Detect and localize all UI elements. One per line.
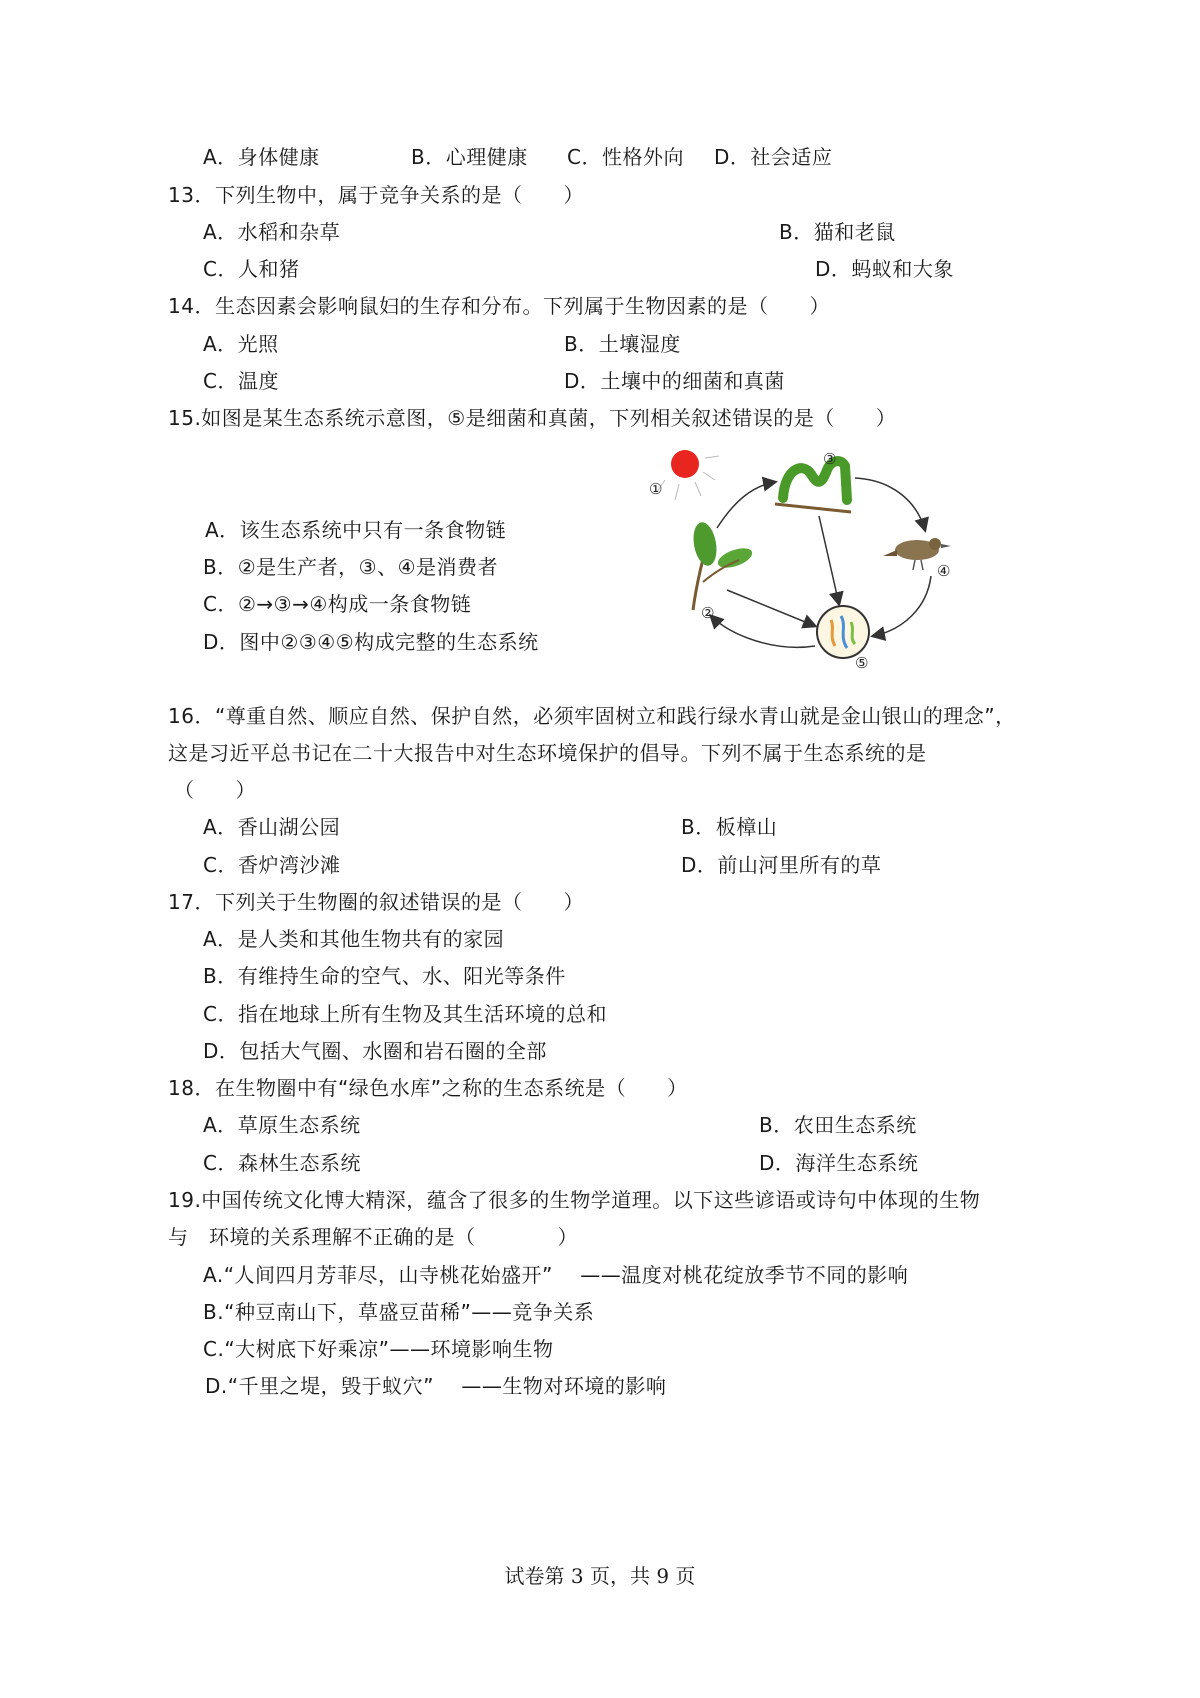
- q18-option-b: B．农田生态系统: [759, 1113, 917, 1137]
- q17-stem: 17．下列关于生物圈的叙述错误的是（ ）: [168, 890, 584, 914]
- q16-option-d: D．前山河里所有的草: [681, 853, 882, 877]
- q13-option-a: A．水稻和杂草: [203, 220, 341, 244]
- figure-label-4: ④: [937, 562, 951, 580]
- q17-option-d: D．包括大气圈、水圈和岩石圈的全部: [203, 1039, 547, 1063]
- decomposer-icon: [817, 606, 869, 658]
- page-footer: 试卷第 3 页，共 9 页: [504, 1564, 696, 1588]
- figure-label-1: ①: [649, 480, 663, 498]
- sun-icon: [657, 450, 719, 500]
- q12-option-d: D．社会适应: [714, 145, 833, 169]
- figure-label-3: ③: [823, 450, 837, 468]
- q19-stem-line1: 19.中国传统文化博大精深，蕴含了很多的生物学道理。以下这些谚语或诗句中体现的生物: [168, 1188, 981, 1212]
- q15-stem: 15.如图是某生态系统示意图，⑤是细菌和真菌，下列相关叙述错误的是（ ）: [168, 406, 897, 430]
- figure-label-2: ②: [701, 604, 715, 622]
- q17-option-c: C．指在地球上所有生物及其生活环境的总和: [203, 1002, 607, 1026]
- q16-option-b: B．板樟山: [681, 815, 778, 839]
- q16-option-c: C．香炉湾沙滩: [203, 853, 341, 877]
- q16-stem-line1: 16．“尊重自然、顺应自然、保护自然，必须牢固树立和践行绿水青山就是金山银山的理念”，: [168, 704, 1016, 728]
- q17-option-b: B．有维持生命的空气、水、阳光等条件: [203, 964, 566, 988]
- q14-stem: 14．生态因素会影响鼠妇的生存和分布。下列属于生物因素的是（ ）: [168, 294, 830, 318]
- arrow-bird-to-decomposer: [873, 576, 931, 636]
- q16-option-a: A．香山湖公园: [203, 815, 341, 839]
- q19-option-d: D.“千里之堤，毁于蚁穴” ——生物对环境的影响: [205, 1374, 667, 1398]
- q18-option-c: C．森林生态系统: [203, 1151, 361, 1175]
- q19-option-a: A.“人间四月芳菲尽，山寺桃花始盛开” ——温度对桃花绽放季节不同的影响: [203, 1263, 909, 1287]
- arrow-caterpillar-to-bird: [855, 478, 925, 530]
- q15-option-b: B．②是生产者，③、④是消费者: [203, 555, 499, 579]
- q16-stem-line2: 这是习近平总书记在二十大报告中对生态环境保护的倡导。下列不属于生态系统的是: [168, 741, 927, 765]
- q14-option-d: D．土壤中的细菌和真菌: [564, 369, 785, 393]
- q13-option-c: C．人和猪: [203, 257, 300, 281]
- q13-option-d: D．蚂蚁和大象: [815, 257, 954, 281]
- q15-option-d: D．图中②③④⑤构成完整的生态系统: [203, 630, 539, 654]
- q19-stem-line2: 与 环境的关系理解不正确的是（ ）: [168, 1225, 578, 1249]
- q13-option-b: B．猫和老鼠: [779, 220, 896, 244]
- arrow-caterpillar-to-decomposer: [819, 516, 839, 604]
- q12-option-c: C．性格外向: [567, 145, 684, 169]
- q17-option-a: A．是人类和其他生物共有的家园: [203, 927, 505, 951]
- arrow-plant-to-caterpillar: [717, 482, 775, 528]
- arrow-decomposer-to-plant: [711, 616, 815, 647]
- q15-option-a: A．该生态系统中只有一条食物链: [205, 518, 507, 542]
- caterpillar-icon: [775, 461, 851, 512]
- arrow-plant-to-decomposer: [727, 590, 815, 626]
- q18-option-a: A．草原生态系统: [203, 1113, 361, 1137]
- ecosystem-diagram: [635, 440, 975, 675]
- q14-option-a: A．光照: [203, 332, 279, 356]
- q18-stem: 18．在生物圈中有“绿色水库”之称的生态系统是（ ）: [168, 1076, 688, 1100]
- q19-option-c: C.“大树底下好乘凉”——环境影响生物: [203, 1337, 554, 1361]
- q12-option-a: A．身体健康: [203, 145, 320, 169]
- q16-stem-line3: （ ）: [174, 778, 256, 802]
- q15-option-c: C．②→③→④构成一条食物链: [203, 592, 472, 616]
- q14-option-b: B．土壤湿度: [564, 332, 681, 356]
- q14-option-c: C．温度: [203, 369, 279, 393]
- q19-option-b: B.“种豆南山下，草盛豆苗稀”——竞争关系: [203, 1300, 595, 1324]
- q13-stem: 13．下列生物中，属于竞争关系的是（ ）: [168, 183, 584, 207]
- q18-option-d: D．海洋生态系统: [759, 1151, 919, 1175]
- figure-label-5: ⑤: [855, 654, 869, 672]
- q12-option-b: B．心理健康: [411, 145, 528, 169]
